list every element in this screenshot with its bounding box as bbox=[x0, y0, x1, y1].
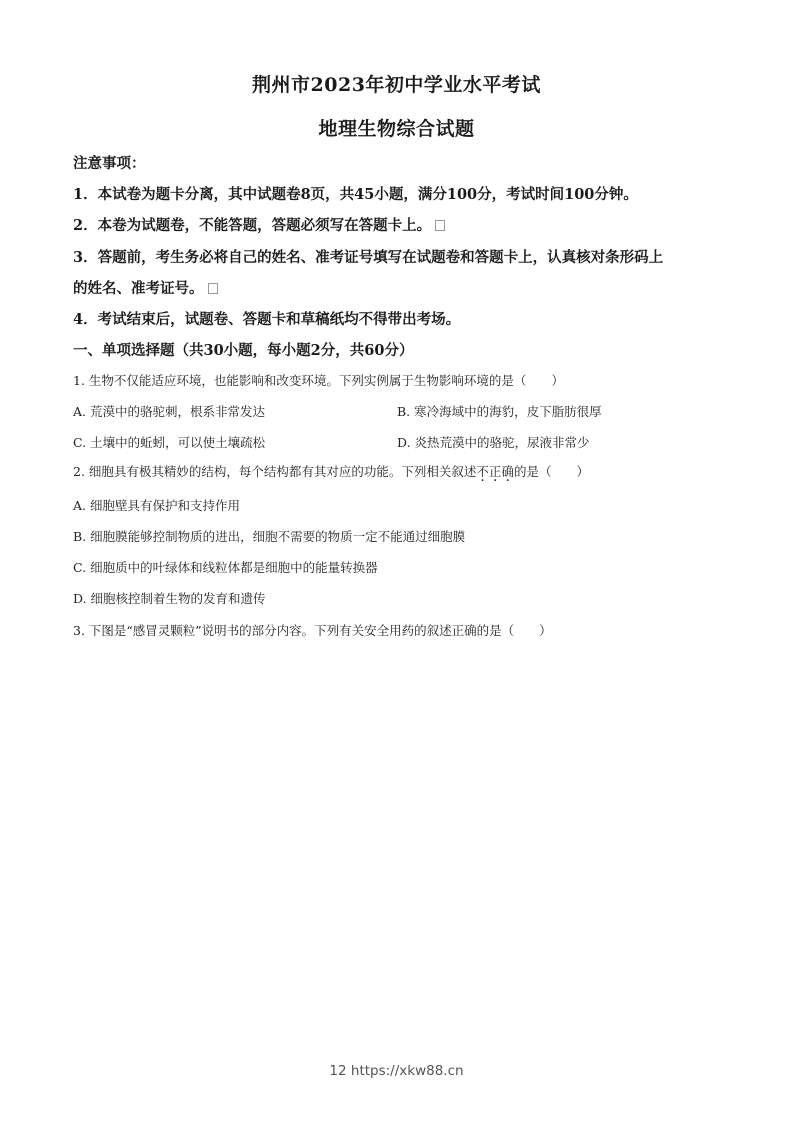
question-1-option-c: C. 土壤中的蚯蚓，可以使土壤疏松 bbox=[73, 435, 266, 450]
note-item-3: 3．答题前，考生务必将自己的姓名、准考证号填写在试题卷和答题卡上，认真核对条形码上 bbox=[73, 249, 664, 266]
note-item-2-text: 2．本卷为试题卷，不能答题，答题必须写在答题卡上。 bbox=[73, 217, 432, 234]
question-1-option-b: B. 寒冷海域中的海豹，皮下脂肪很厚 bbox=[397, 404, 602, 419]
note-item-3-cont bbox=[73, 277, 218, 298]
question-2-option-d: D. 细胞核控制着生物的发育和遗传 bbox=[73, 591, 266, 606]
question-3-stem: 3. 下图是“感冒灵颗粒”说明书的部分内容。下列有关安全用药的叙述正确的是（ ） bbox=[73, 623, 552, 638]
question-2-option-c: C. 细胞质中的叶绿体和线粒体都是细胞中的能量转换器 bbox=[73, 560, 378, 575]
emphasis-char: 正 bbox=[488, 464, 502, 479]
exam-subtitle: 地理生物综合试题 bbox=[318, 118, 475, 140]
question-1-option-d: D. 炎热荒漠中的骆驼，尿液非常少 bbox=[397, 435, 590, 450]
question-2-stem bbox=[73, 462, 589, 480]
question-2-option-b: B. 细胞膜能够控制物质的进出，细胞不需要的物质一定不能通过细胞膜 bbox=[73, 529, 466, 544]
note-item-4: 4．考试结束后，试题卷、答题卡和草稿纸均不得带出考场。 bbox=[73, 311, 461, 328]
note-item-2 bbox=[73, 214, 445, 235]
exam-title: 荆州市2023年初中学业水平考试 bbox=[252, 74, 541, 96]
page-footer: 12 https://xkw88.cn bbox=[329, 1063, 464, 1079]
section-title: 一、单项选择题（共30小题，每小题2分，共60分） bbox=[73, 342, 414, 359]
question-2-option-a: A. 细胞壁具有保护和支持作用 bbox=[73, 498, 240, 513]
notes-heading: 注意事项： bbox=[73, 155, 146, 172]
question-1-option-a: A. 荒漠中的骆驼刺，根系非常发达 bbox=[73, 404, 265, 419]
question-2-stem-end: 的是（ ） bbox=[513, 464, 589, 479]
note-item-1: 1．本试卷为题卡分离，其中试题卷8页，共45小题，满分100分，考试时间100分钟。 bbox=[73, 186, 638, 203]
placeholder-box-icon bbox=[208, 283, 218, 294]
emphasis-char: 不 bbox=[476, 464, 489, 479]
note-item-3-cont-text: 的姓名、准考证号。 bbox=[73, 280, 204, 297]
question-2-stem-start: 2. 细胞具有极其精妙的结构，每个结构都有其对应的功能。下列相关叙述 bbox=[73, 464, 477, 479]
placeholder-box-icon bbox=[435, 220, 445, 231]
question-1-stem: 1. 生物不仅能适应环境，也能影响和改变环境。下列实例属于生物影响环境的是（ ） bbox=[73, 373, 564, 388]
emphasis-char: 确 bbox=[501, 464, 514, 479]
